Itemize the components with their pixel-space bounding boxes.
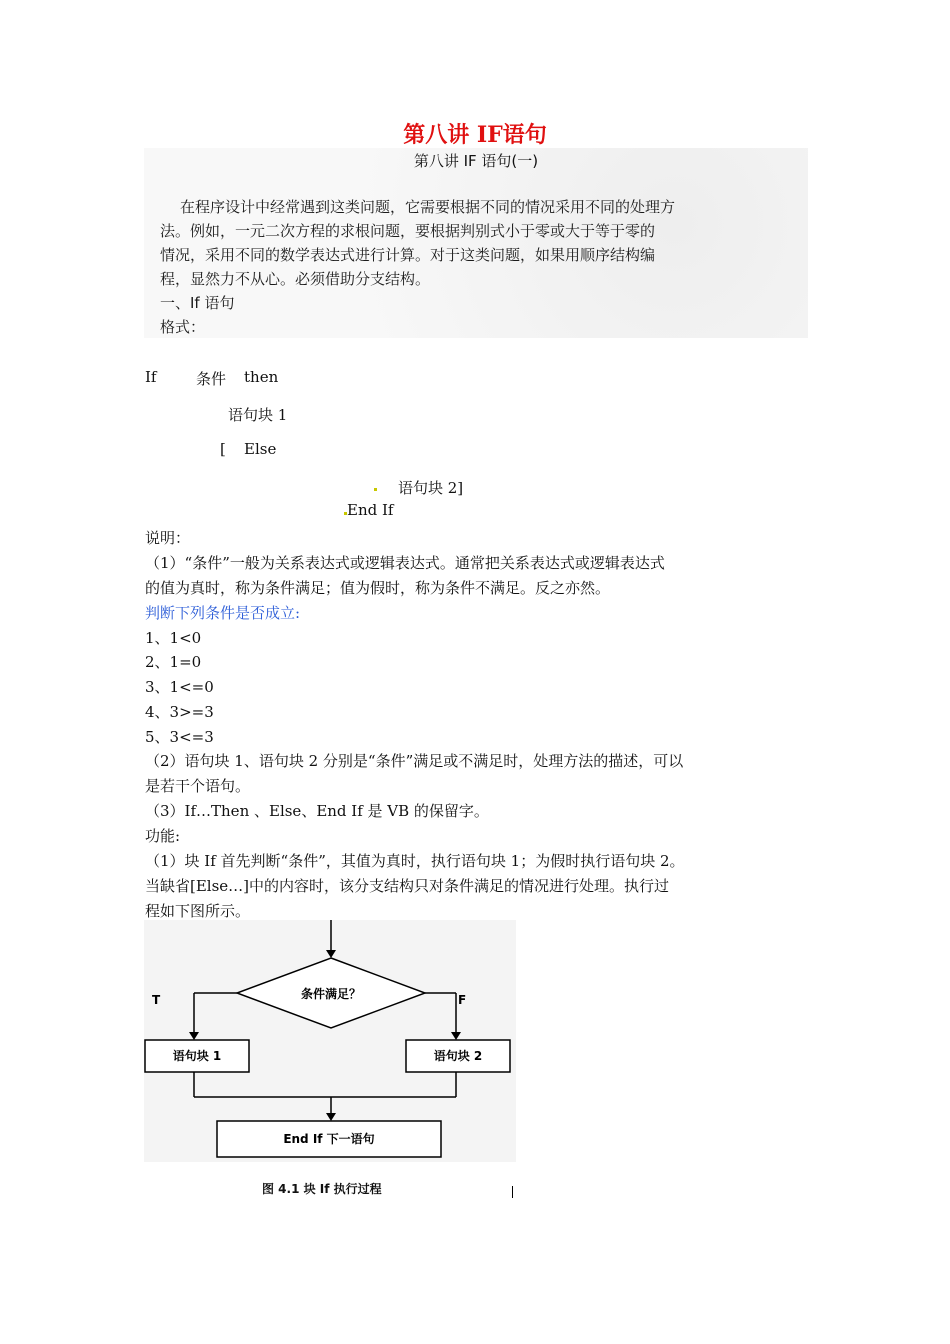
- scan-line: 一、If 语句: [160, 294, 235, 312]
- note-2a: （2）语句块 1、语句块 2 分别是“条件”满足或不满足时，处理方法的描述，可以: [145, 752, 684, 770]
- question-heading: 判断下列条件是否成立:: [145, 604, 301, 622]
- function-heading: 功能:: [145, 827, 181, 845]
- false-label: F: [458, 993, 467, 1007]
- function-1b: 当缺省[Else…]中的内容时，该分支结构只对条件满足的情况进行处理。执行过: [145, 877, 670, 895]
- code-end-if: End If: [347, 501, 394, 519]
- code-block2: 语句块 2]: [398, 479, 464, 497]
- code-bracket: [: [220, 440, 226, 458]
- figure-caption: 图 4.1 块 If 执行过程: [262, 1182, 382, 1196]
- function-1c: 程如下图所示。: [145, 902, 251, 920]
- code-else-keyword: Else: [244, 440, 277, 458]
- note-2b: 是若干个语句。: [145, 777, 251, 795]
- true-label: T: [152, 993, 161, 1007]
- list-item: 5、3<=3: [145, 728, 214, 746]
- list-item: 1、1<0: [145, 629, 202, 647]
- scan-line: 情况，采用不同的数学表达式进行计算。对于这类问题，如果用顺序结构编: [160, 246, 656, 264]
- marker-dot: [374, 488, 377, 491]
- scanned-intro-image: [144, 148, 808, 338]
- function-1a: （1）块 If 首先判断“条件”，其值为真时，执行语句块 1；为假时执行语句块 2。: [145, 852, 685, 870]
- arrowhead: [326, 950, 336, 958]
- decision-label: 条件满足？: [300, 987, 362, 1001]
- code-condition: 条件: [196, 370, 227, 388]
- flowchart-figure: [144, 920, 516, 1162]
- block1-label: 语句块 1: [172, 1049, 222, 1063]
- note-heading: 说明：: [145, 529, 191, 547]
- next-statement-label: End If 下一语句: [283, 1132, 375, 1146]
- arrowhead: [451, 1032, 461, 1040]
- scan-line: 在程序设计中经常遇到这类问题，它需要根据不同的情况采用不同的处理方: [180, 198, 676, 216]
- scan-line: 格式：: [160, 318, 206, 336]
- scan-subtitle: 第八讲 IF 语句(一): [413, 152, 539, 170]
- scan-line: 程，显然力不从心。必须借助分支结构。: [160, 270, 431, 288]
- cursor-mark: [512, 1186, 513, 1198]
- code-block1: 语句块 1: [228, 406, 288, 424]
- list-item: 3、1<=0: [145, 678, 214, 696]
- arrowhead: [326, 1113, 336, 1121]
- code-if-keyword: If: [145, 368, 157, 386]
- page-title: 第八讲 IF语句: [403, 122, 547, 148]
- list-item: 4、3>=3: [145, 703, 214, 721]
- arrowhead: [189, 1032, 199, 1040]
- block2-label: 语句块 2: [433, 1049, 483, 1063]
- note-3: （3）If…Then 、Else、End If 是 VB 的保留字。: [145, 802, 489, 820]
- note-1a: （1）“条件”一般为关系表达式或逻辑表达式。通常把关系表达式或逻辑表达式: [145, 554, 665, 572]
- code-then-keyword: then: [244, 368, 279, 386]
- note-1b: 的值为真时，称为条件满足；值为假时，称为条件不满足。反之亦然。: [145, 579, 611, 597]
- scan-line: 法。例如，一元二次方程的求根问题，要根据判别式小于零或大于等于零的: [160, 222, 656, 240]
- list-item: 2、1=0: [145, 653, 202, 671]
